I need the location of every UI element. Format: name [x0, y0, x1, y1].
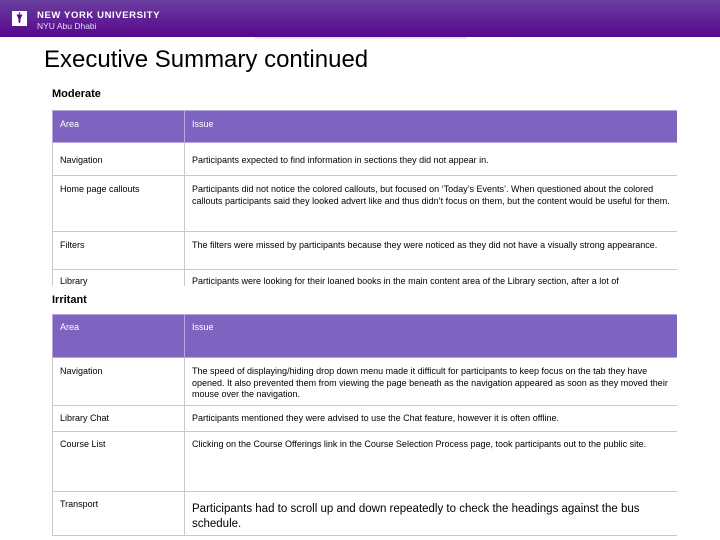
issue-cell: Clicking on the Course Offerings link in the Course Selection Process page, took participants out to the public site.: [185, 432, 678, 492]
area-cell: Course List: [53, 432, 185, 492]
issue-cell: Participants did not notice the colored callouts, but focused on ‘Today’s Events’. When questioned about the colored callouts participants said they looked advert like and thus didn’t focus on them, but the content would be useful for them.: [185, 176, 678, 232]
area-cell: Library: [53, 270, 185, 287]
issue-cell: The filters were missed by participants because they were noticed as they did not have a visually strong appearance.: [185, 232, 678, 270]
header-banner: [0, 0, 720, 37]
table-header-row: [53, 315, 678, 358]
irritant-table: [52, 314, 677, 538]
column-header-area: Area: [53, 111, 185, 143]
issue-cell: Participants mentioned they were advised to use the Chat feature, however it is often offline.: [185, 406, 678, 432]
area-cell: Library Chat: [53, 406, 185, 432]
page-title: Executive Summary continued: [44, 46, 369, 73]
issue-cell: Participants were looking for their loaned books in the main content area of the Library section, after a lot of: [185, 270, 678, 287]
brand-subtitle: NYU Abu Dhabi: [37, 21, 97, 31]
table-row: [53, 492, 678, 536]
column-header-issue: Issue: [185, 315, 678, 358]
table-row: [53, 176, 678, 232]
area-cell: Navigation: [53, 358, 185, 406]
issue-cell: The speed of displaying/hiding drop down menu made it difficult for participants to keep focus on the tab they have opened. It also prevented them from viewing the page beneath as the navigation appeared as soon as they moved their mouse over the navigation.: [185, 358, 678, 406]
table-row: [53, 432, 678, 492]
issue-cell: Participants had to scroll up and down repeatedly to check the headings against the bus schedule.: [185, 492, 678, 536]
moderate-table: [52, 110, 677, 286]
irritant-label: Irritant: [52, 294, 87, 306]
table-row: [53, 358, 678, 406]
area-cell: Filters: [53, 232, 185, 270]
banner-divider: [255, 37, 467, 39]
moderate-label: Moderate: [52, 88, 101, 100]
table-header-row: [53, 111, 678, 143]
table-row: [53, 232, 678, 270]
issue-cell: Participants expected to find information in sections they did not appear in.: [185, 143, 678, 176]
table-row: [53, 143, 678, 176]
column-header-area: Area: [53, 315, 185, 358]
area-cell: Transport: [53, 492, 185, 536]
table-row: [53, 270, 678, 287]
table-row: [53, 406, 678, 432]
area-cell: Home page callouts: [53, 176, 185, 232]
brand-name: NEW YORK UNIVERSITY: [37, 10, 161, 21]
column-header-issue: Issue: [185, 111, 678, 143]
torch-icon: [12, 11, 27, 26]
area-cell: Navigation: [53, 143, 185, 176]
